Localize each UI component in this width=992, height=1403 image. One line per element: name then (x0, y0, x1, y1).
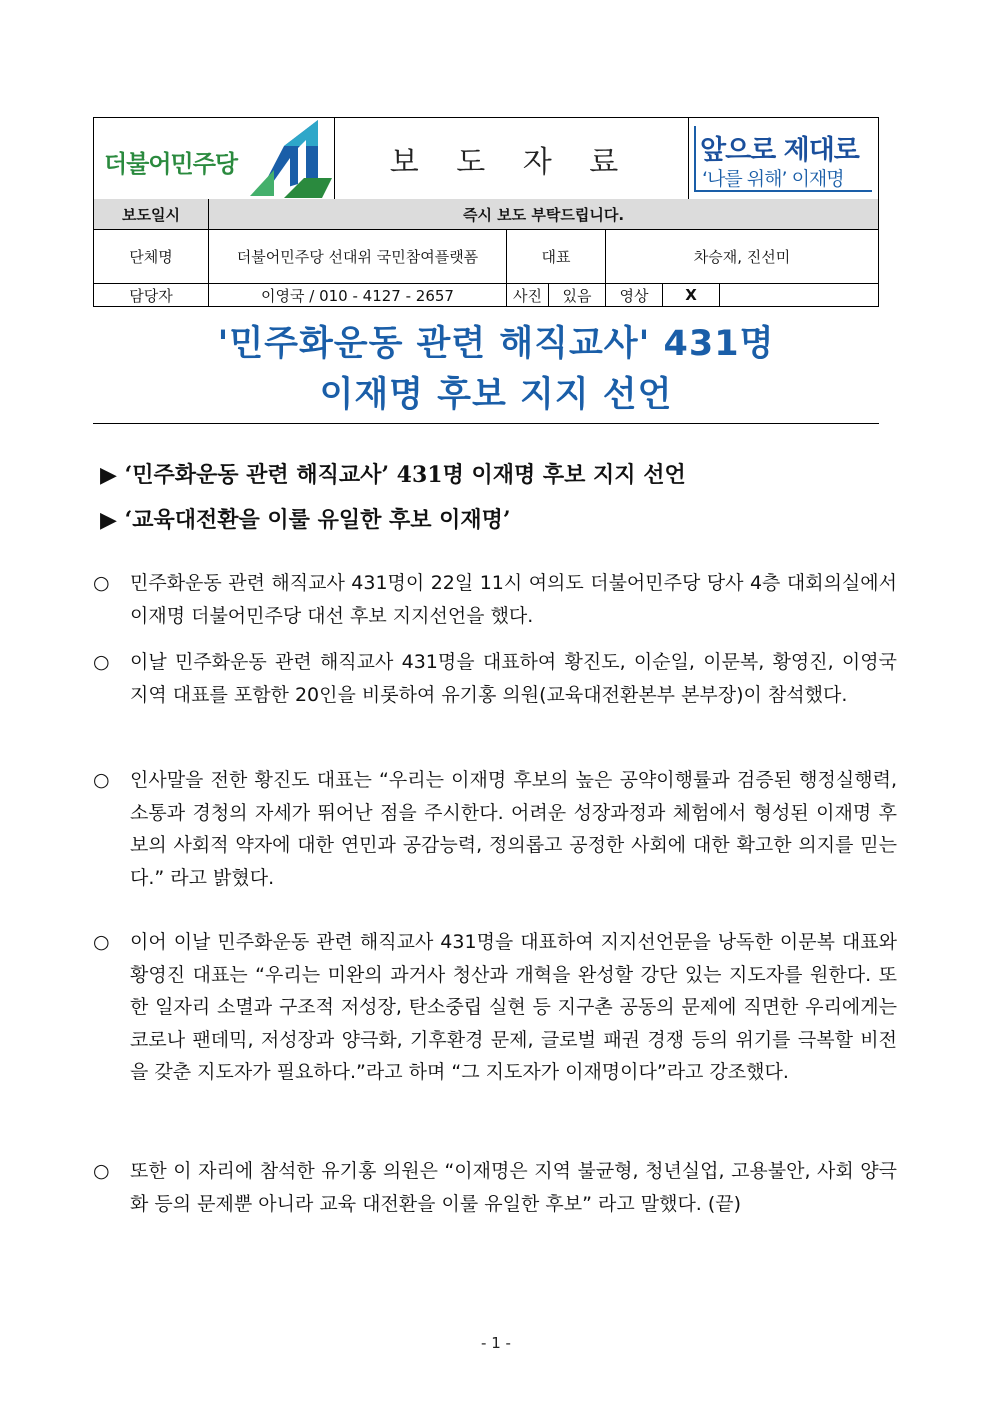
press-release-title: 보 도 자 료 (389, 144, 633, 180)
paragraph-text: 인사말을 전한 황진도 대표는 “우리는 이재명 후보의 높은 공약이행률과 검증된 행정실행력, 소통과 경청의 자세가 뛰어난 점을 주시한다. 어려운 성장과정과 체험에서 형성된 이재명 후보의 사회적 약자에 대한 연민과 공감능력, 정의롭고 공정한 사회에 대한 확고한 의지를 믿는다.” 라고 밝혔다. (130, 769, 897, 889)
party-logo (94, 118, 335, 199)
header-table (93, 117, 879, 307)
headline-line1: '민주화운동 관련 해직교사' 431명 (217, 324, 775, 364)
paragraph-text: 이날 민주화운동 관련 해직교사 431명을 대표하여 황진도, 이순일, 이문복, 황영진, 이영국 지역 대표를 포함한 20인을 비롯하여 유기홍 의원(교육대전환본부 본부장)이 참석했다. (130, 651, 897, 706)
org-row (94, 229, 878, 284)
paragraph (93, 646, 897, 711)
headline-line2: 이재명 후보 지지 선언 (319, 375, 673, 415)
headline-divider (93, 423, 879, 424)
release-value: 즉시 보도 부탁드립니다. (209, 199, 878, 229)
photo-value: 있음 (549, 283, 606, 307)
slogan-frame (694, 126, 872, 192)
bullet-circle: ○ (93, 1160, 110, 1182)
contact-value: 이영국 / 010 - 4127 - 2657 (209, 283, 507, 307)
bullet-circle: ○ (93, 931, 110, 953)
empty-cell (720, 283, 878, 307)
contact-row (94, 283, 878, 307)
release-row (94, 199, 878, 230)
paragraph-text: 또한 이 자리에 참석한 유기홍 의원은 “이재명은 지역 불균형, 청년실업, 고용불안, 사회 양극화 등의 문제뿐 아니라 교육 대전환을 이룰 유일한 후보” 라고 말했다. (끝) (130, 1160, 897, 1215)
slogan (688, 118, 878, 199)
rep-value: 차승재, 진선미 (693, 247, 791, 266)
bullet-circle: ○ (93, 651, 110, 673)
video-value: X (663, 283, 720, 307)
bullet-circle: ○ (93, 769, 110, 791)
paragraph (93, 926, 897, 1089)
rep-label: 대표 (507, 229, 606, 283)
summary-item: ▶ ‘교육대전환을 이룰 유일한 후보 이재명’ (100, 507, 511, 533)
contact-label: 담당자 (94, 283, 209, 307)
paragraph (93, 567, 897, 632)
bullet-circle: ○ (93, 572, 110, 594)
paragraph (93, 764, 897, 894)
org-value: 더불어민주당 선대위 국민참여플랫폼 (209, 229, 507, 283)
slogan-line1: 앞으로 제대로 (700, 135, 859, 166)
release-label: 보도일시 (94, 199, 209, 229)
photo-label: 사진 (507, 283, 549, 307)
slogan-line2: ‘나를 위해’ 이재명 (702, 168, 844, 190)
paragraph (93, 1155, 897, 1220)
page-number: - 1 - (481, 1334, 511, 1352)
press-release-title-cell (334, 118, 689, 199)
summary-item: ▶ ‘민주화운동 관련 해직교사’ 431명 이재명 후보 지지 선언 (100, 462, 686, 488)
header-top-row (94, 118, 878, 200)
party-logo-icon (244, 118, 332, 198)
video-label: 영상 (606, 283, 663, 307)
org-label: 단체명 (94, 229, 209, 283)
party-logo-text: 더불어민주당 (104, 150, 238, 178)
paragraph-text: 이어 이날 민주화운동 관련 해직교사 431명을 대표하여 지지선언문을 낭독한 이문복 대표와 황영진 대표는 “우리는 미완의 과거사 청산과 개혁을 완성할 강단 있는 지도자를 원한다. 또한 일자리 소멸과 구조적 저성장, 탄소중립 실현 등 지구촌 공동의 문제에 직면한 우리에게는 코로나 팬데믹, 저성장과 양극화, 기후환경 문제, 글로벌 패권 경쟁 등의 위기를 극복할 비전을 갖춘 지도자가 필요하다.”라고 하며 “그 지도자가 이재명이다”라고 강조했다. (130, 931, 897, 1083)
paragraph-text: 민주화운동 관련 해직교사 431명이 22일 11시 여의도 더불어민주당 당사 4층 대회의실에서 이재명 더불어민주당 대선 후보 지지선언을 했다. (130, 572, 897, 627)
